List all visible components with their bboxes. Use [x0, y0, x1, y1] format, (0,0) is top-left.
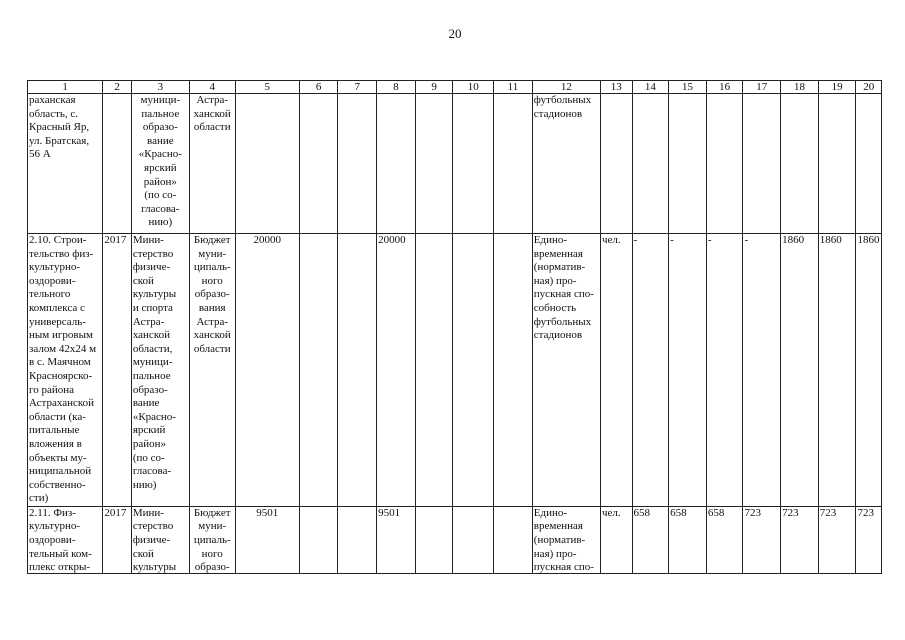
value-cell: 723 [743, 506, 781, 573]
funding-source-cell [189, 506, 235, 573]
table-cell [706, 94, 743, 234]
value-cell: - [632, 234, 669, 507]
table-cell [453, 234, 494, 507]
year-cell [103, 94, 132, 234]
value-cell: - [706, 234, 743, 507]
value-cell: 1860 [856, 234, 882, 507]
column-header: 9 [415, 81, 453, 94]
table-cell [818, 94, 856, 234]
column-header: 4 [189, 81, 235, 94]
column-header: 15 [669, 81, 707, 94]
amount-cell [235, 94, 299, 234]
table-cell [415, 94, 453, 234]
value-cell: 723 [781, 506, 819, 573]
column-header: 10 [453, 81, 494, 94]
table-cell [743, 94, 781, 234]
page-number: 20 [448, 26, 462, 41]
indicator-cell: футбольных стадионов [532, 94, 600, 234]
table-cell [856, 94, 882, 234]
table-row [28, 94, 882, 234]
funding-source-cell: Астра- ханской области [189, 94, 235, 234]
value-cell: 1860 [781, 234, 819, 507]
table-cell [453, 506, 494, 573]
cell-text: 2.11. Физ- культурно- оздорови- тельный ком- плекс откры- [29, 506, 92, 573]
data-table [27, 80, 882, 574]
column-header: 6 [299, 81, 338, 94]
table-cell [415, 234, 453, 507]
amount-cell: 20000 [377, 234, 416, 507]
value-cell: 658 [632, 506, 669, 573]
object-description-cell: раханская область, с. Красный Яр, ул. Братская, 56 А [28, 94, 103, 234]
table-cell [338, 506, 377, 573]
value-cell: - [743, 234, 781, 507]
table-cell [338, 94, 377, 234]
unit-cell [600, 94, 632, 234]
cell-text: Бюджет муни- ципаль- ного образо- [193, 506, 231, 573]
executor-cell: Мини- стерство физиче- ской культуры и спорта Астра- ханской области, муници- пальное образо- вание «Красно- ярский район» (по со- гласова- нию) [131, 234, 189, 507]
table-cell [299, 506, 338, 573]
value-cell: 658 [669, 506, 707, 573]
column-header: 13 [600, 81, 632, 94]
value-cell: 723 [818, 506, 856, 573]
table-cell [299, 94, 338, 234]
table-cell [415, 506, 453, 573]
column-header: 2 [103, 81, 132, 94]
value-cell: 1860 [818, 234, 856, 507]
value-cell: 658 [706, 506, 743, 573]
table-row [28, 234, 882, 507]
table-cell [669, 94, 707, 234]
object-description-cell [28, 506, 103, 573]
year-cell: 2017 [103, 506, 132, 573]
table-cell [494, 94, 533, 234]
header-row [28, 81, 882, 94]
table-cell [781, 94, 819, 234]
value-cell: - [669, 234, 707, 507]
table-cell [453, 94, 494, 234]
column-header: 1 [28, 81, 103, 94]
amount-cell: 9501 [235, 506, 299, 573]
column-header: 12 [532, 81, 600, 94]
executor-cell [131, 506, 189, 573]
table-row [28, 506, 882, 573]
cell-text: Мини- стерство физиче- ской культуры [132, 506, 177, 573]
amount-cell: 20000 [235, 234, 299, 507]
column-header: 18 [781, 81, 819, 94]
unit-cell: чел. [600, 506, 632, 573]
table-cell [377, 94, 416, 234]
table-cell [494, 506, 533, 573]
object-description-cell: 2.10. Строи- тельство физ- культурно- оздорови- тельного комплекса с универсаль- ным игровым залом 42х24 м в с. Маячном Красноярско- го района Астраханской области (ка- питальные вложения в объекты му- ниципальной собственно- сти) [28, 234, 103, 507]
indicator-cell [532, 506, 600, 573]
executor-cell: муници- пальное образо- вание «Красно- ярский район» (по со- гласова- нию) [131, 94, 189, 234]
table-cell [632, 94, 669, 234]
year-cell: 2017 [103, 234, 132, 507]
column-header: 20 [856, 81, 882, 94]
column-header: 16 [706, 81, 743, 94]
amount-cell: 9501 [377, 506, 416, 573]
funding-source-cell: Бюджет муни- ципаль- ного образо- вания Астра- ханской области [189, 234, 235, 507]
column-header: 11 [494, 81, 533, 94]
column-header: 17 [743, 81, 781, 94]
column-header: 8 [377, 81, 416, 94]
column-header: 3 [131, 81, 189, 94]
column-header: 5 [235, 81, 299, 94]
cell-text: Едино- временная (норматив- ная) про- пускная спо- [533, 506, 594, 573]
column-header: 7 [338, 81, 377, 94]
value-cell: 723 [856, 506, 882, 573]
table-cell [494, 234, 533, 507]
table-cell [338, 234, 377, 507]
table-cell [299, 234, 338, 507]
column-header: 14 [632, 81, 669, 94]
column-header: 19 [818, 81, 856, 94]
indicator-cell: Едино- временная (норматив- ная) про- пускная спо- собность футбольных стадионов [532, 234, 600, 507]
unit-cell: чел. [600, 234, 632, 507]
